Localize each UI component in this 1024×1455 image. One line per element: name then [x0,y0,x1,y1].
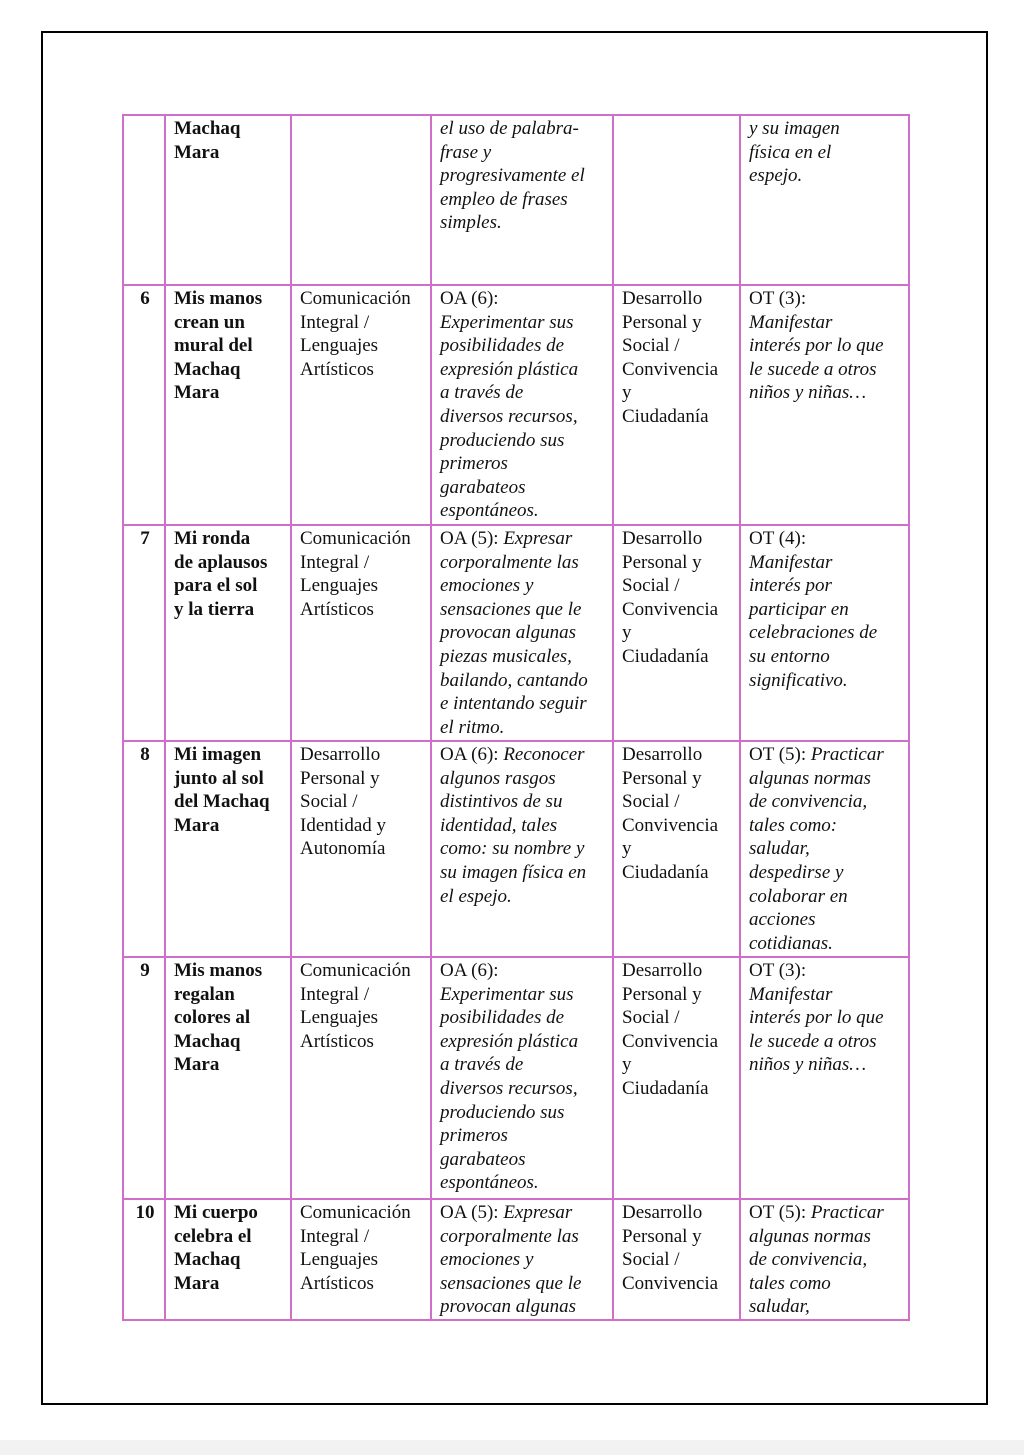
ambito [613,115,740,285]
transversal-objective: y su imagen física en el espejo. [740,115,909,285]
activity-name: Mis manos regalan colores al Machaq Mara [165,957,291,1199]
table-row [123,115,909,285]
activity-number [123,115,165,285]
nucleus: Desarrollo Personal y Social / Identidad y Autonomía [291,741,431,957]
ambito: Desarrollo Personal y Social / Convivencia y Ciudadanía [613,741,740,957]
nucleus: Comunicación Integral / Lenguajes Artísticos [291,525,431,741]
nucleus: Comunicación Integral / Lenguajes Artísticos [291,957,431,1199]
learning-objective: OA (6): Reconocer algunos rasgos distintivos de su identidad, tales como: su nombre y su imagen física en el espejo. [431,741,613,957]
activity-name: Mis manos crean un mural del Machaq Mara [165,285,291,525]
table-row [123,1199,909,1320]
table-row [123,957,909,1199]
table-body [123,115,909,1320]
table-row [123,525,909,741]
ambito: Desarrollo Personal y Social / Convivencia y Ciudadanía [613,525,740,741]
learning-objective: OA (5): Expresar corporalmente las emociones y sensaciones que le provocan algunas piezas musicales, bailando, cantando e intentando seguir el ritmo. [431,525,613,741]
activity-name: Machaq Mara [165,115,291,285]
transversal-objective: OT (5): Practicar algunas normas de convivencia, tales como saludar, [740,1199,909,1320]
transversal-objective: OT (5): Practicar algunas normas de convivencia, tales como: saludar, despedirse y colaborar en acciones cotidianas. [740,741,909,957]
ambito: Desarrollo Personal y Social / Convivencia y Ciudadanía [613,957,740,1199]
learning-objective: OA (6): Experimentar sus posibilidades de expresión plástica a través de diversos recursos, produciendo sus primeros garabateos espontáneos. [431,285,613,525]
nucleus: Comunicación Integral / Lenguajes Artísticos [291,1199,431,1320]
activity-name: Mi ronda de aplausos para el sol y la tierra [165,525,291,741]
learning-objective: OA (6): Experimentar sus posibilidades de expresión plástica a través de diversos recursos, produciendo sus primeros garabateos espontáneos. [431,957,613,1199]
transversal-objective: OT (4): Manifestar interés por participar en celebraciones de su entorno significativo. [740,525,909,741]
ambito: Desarrollo Personal y Social / Convivencia [613,1199,740,1320]
curriculum-table [122,114,910,1321]
activity-number: 6 [123,285,165,525]
activity-number: 7 [123,525,165,741]
table-row [123,741,909,957]
transversal-objective: OT (3): Manifestar interés por lo que le sucede a otros niños y niñas… [740,285,909,525]
nucleus: Comunicación Integral / Lenguajes Artísticos [291,285,431,525]
learning-objective: OA (5): Expresar corporalmente las emociones y sensaciones que le provocan algunas [431,1199,613,1320]
activity-name: Mi cuerpo celebra el Machaq Mara [165,1199,291,1320]
activity-number: 8 [123,741,165,957]
nucleus [291,115,431,285]
bottom-strip [0,1440,1024,1455]
ambito: Desarrollo Personal y Social / Convivencia y Ciudadanía [613,285,740,525]
activity-number: 9 [123,957,165,1199]
transversal-objective: OT (3): Manifestar interés por lo que le sucede a otros niños y niñas… [740,957,909,1199]
learning-objective: el uso de palabra- frase y progresivamente el empleo de frases simples. [431,115,613,285]
activity-number: 10 [123,1199,165,1320]
table-row [123,285,909,525]
activity-name: Mi imagen junto al sol del Machaq Mara [165,741,291,957]
